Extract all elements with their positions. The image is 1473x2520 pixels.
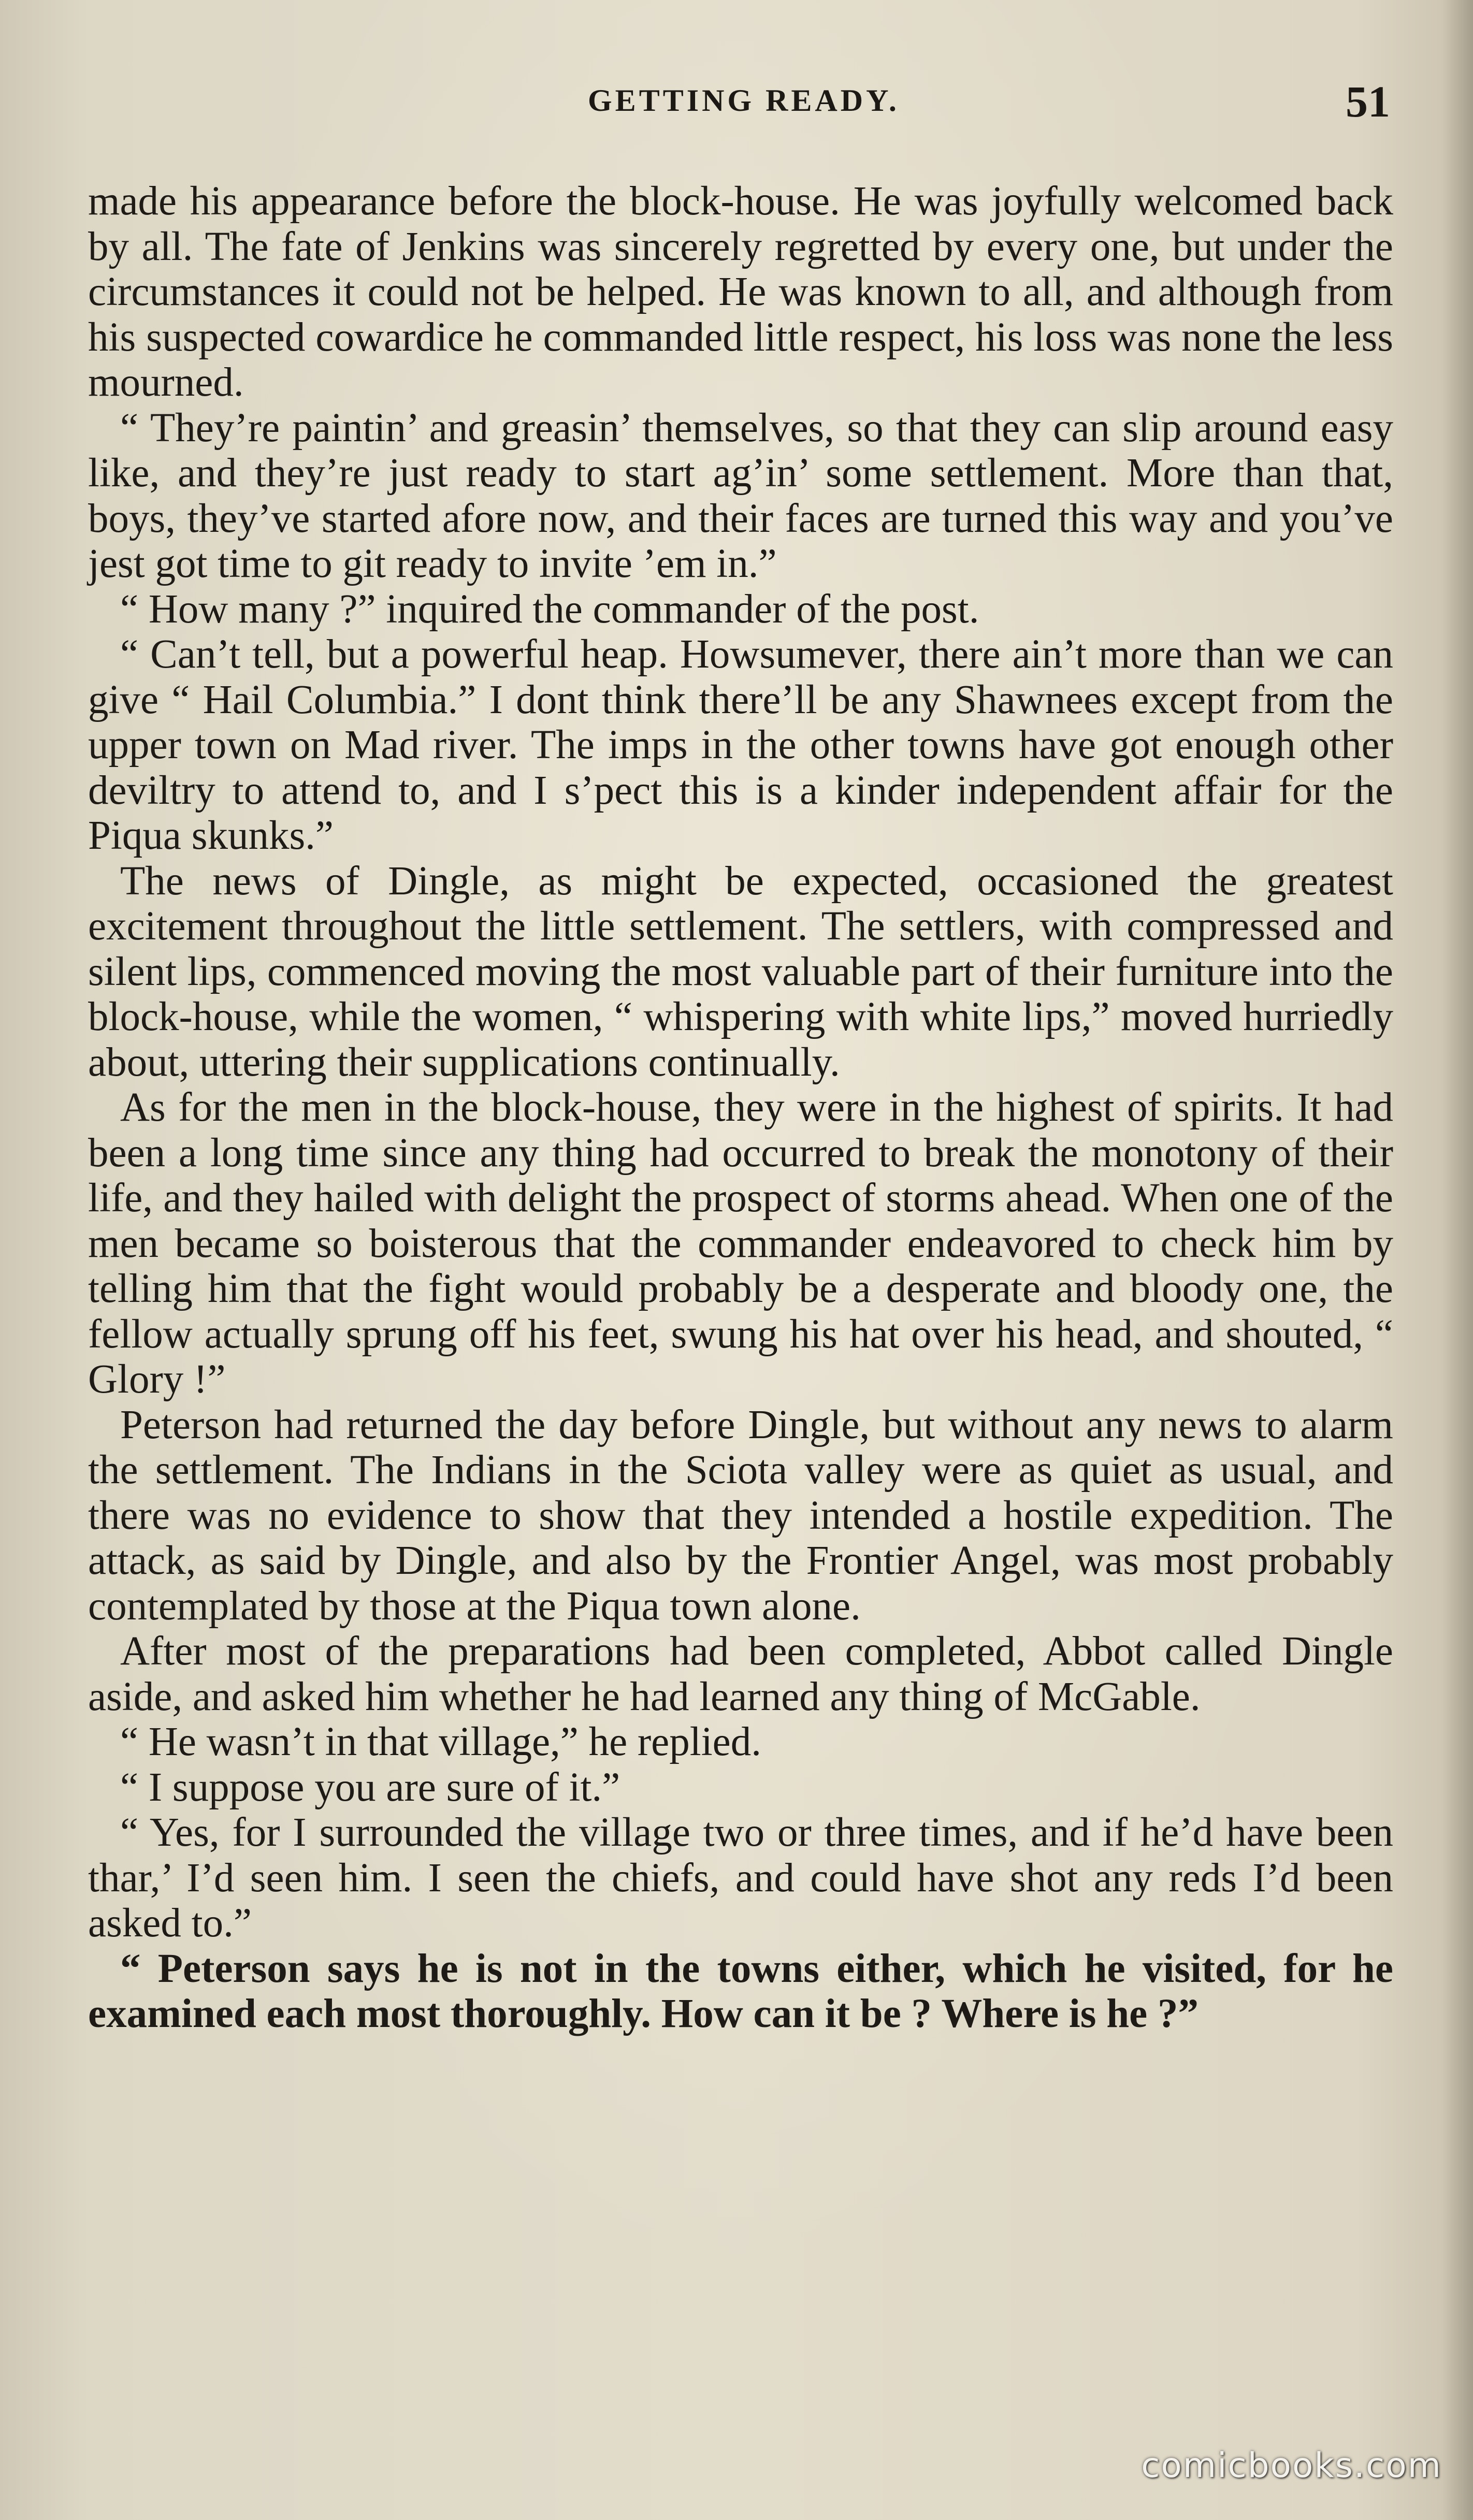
paragraph-4: “ Can’t tell, but a powerful heap. Howsumever, there ain’t more than we can give “ Hail Columbia.” I dont think there’ll be any Shawnees except from the upper town on Mad river. The imps in the other towns have got enough other deviltry to attend to, and I s’pect this is a kinder independent affair for the Piqua skunks.” (88, 632, 1393, 858)
running-head: GETTING READY. (588, 83, 900, 118)
paragraph-5: The news of Dingle, as might be expected, occasioned the greatest excitement throughout the little settlement. The settlers, with compressed and silent lips, commenced moving the most valuable part of their furniture into the block-house, while the women, “ whispering with white lips,” moved hurriedly about, uttering their supplications continually. (88, 858, 1393, 1085)
paragraph-12: “ Peterson says he is not in the towns either, which he visited, for he examined each most thoroughly. How can it be ? Where is he ?” (88, 1946, 1393, 2036)
paragraph-6: As for the men in the block-house, they were in the highest of spirits. It had been a long time since any thing had occurred to break the monotony of their life, and they hailed with delight the prospect of storms ahead. When one of the men became so boisterous that the commander endeavored to check him by telling him that the fight would probably be a desperate and bloody one, the fellow actually sprung off his feet, swung his hat over his head, and shouted, “ Glory !” (88, 1085, 1393, 1402)
paragraph-3: “ How many ?” inquired the commander of the post. (120, 586, 979, 632)
paragraph-7: Peterson had returned the day before Dingle, but without any news to alarm the settlement. The Indians in the Sciota valley were as quiet as usual, and there was no evidence to show that they intended a hostile expedition. The attack, as said by Dingle, and also by the Frontier Angel, was most probably contemplated by those at the Piqua town alone. (88, 1402, 1393, 1629)
watermark-logo: comicbooks.com (1141, 2445, 1442, 2485)
page-number: 51 (1346, 77, 1390, 126)
page-edge-shadow (1442, 0, 1473, 2520)
paragraph-1: made his appearance before the block-house. He was joyfully welcomed back by all. The fate of Jenkins was sincerely regretted by every one, but under the circumstances it could not be helped. He was known to all, and although from his suspected cowardice he commanded little respect, his loss was none the less mourned. (88, 179, 1393, 405)
paragraph-10: “ I suppose you are sure of it.” (120, 1764, 620, 1810)
body-text (88, 179, 1393, 2037)
paragraph-11: “ Yes, for I surrounded the village two or three times, and if he’d have been thar,’ I’d seen him. I seen the chiefs, and could have shot any reds I’d been asked to.” (88, 1810, 1393, 1946)
page-header (0, 77, 1473, 129)
paragraph-9: “ He wasn’t in that village,” he replied. (120, 1719, 761, 1764)
paragraph-2: “ They’re paintin’ and greasin’ themselves, so that they can slip around easy like, and they’re just ready to start ag’in’ some settlement. More than that, boys, they’ve started afore now, and their faces are turned this way and you’ve jest got time to git ready to invite ’em in.” (88, 405, 1393, 586)
paragraph-8: After most of the preparations had been completed, Abbot called Dingle aside, and asked him whether he had learned any thing of McGable. (88, 1629, 1393, 1719)
